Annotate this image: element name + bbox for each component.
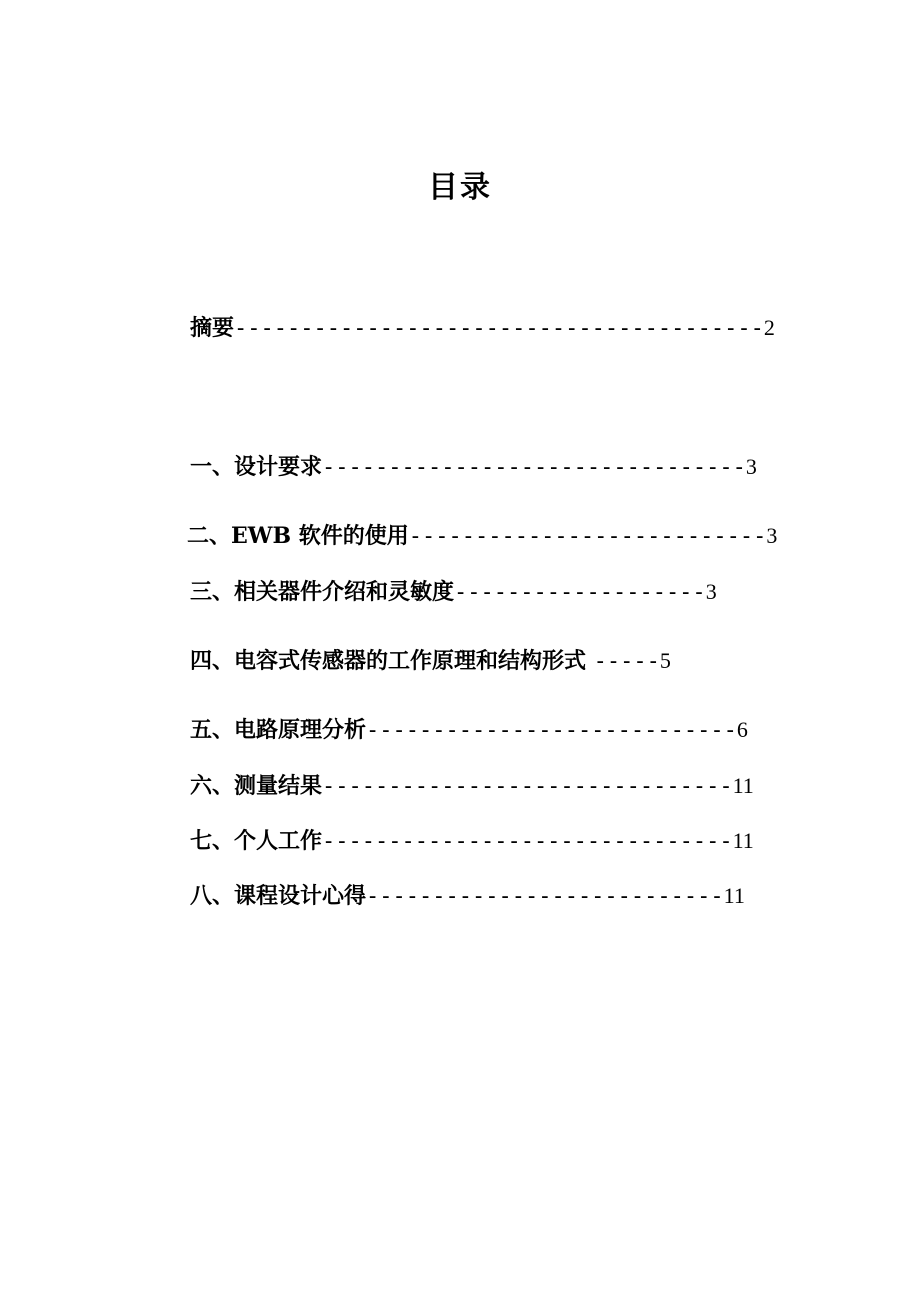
toc-entry-page: 6 xyxy=(736,717,748,742)
toc-entry-label: 摘要 xyxy=(190,315,235,341)
toc-entry-2 xyxy=(187,521,777,552)
toc-entry-leader: ---------------------------------------- xyxy=(234,316,764,341)
toc-entry-page: 11 xyxy=(723,883,745,908)
toc-entry-label: 八、课程设计心得 xyxy=(190,883,367,909)
toc-entry-label: 七、个人工作 xyxy=(190,828,323,854)
toc-entry-3 xyxy=(190,577,717,608)
toc-entry-7 xyxy=(190,826,754,857)
toc-entry-leader: --------------------------- xyxy=(408,524,767,549)
toc-entry-page: 11 xyxy=(732,773,754,798)
toc-entry-6 xyxy=(190,771,754,802)
toc-entry-abstract xyxy=(190,313,775,344)
toc-entry-leader: ------------------- xyxy=(454,580,706,605)
toc-entry-leader: ----- xyxy=(593,649,660,674)
toc-entry-leader: ---------------------------- xyxy=(366,718,737,743)
toc-entry-leader: ------------------------------- xyxy=(322,774,733,799)
toc-entry-label: 六、测量结果 xyxy=(190,773,323,799)
toc-entry-leader: -------------------------------- xyxy=(322,455,746,480)
toc-entry-label: 四、电容式传感器的工作原理和结构形式 xyxy=(190,648,594,674)
toc-entry-page: 3 xyxy=(745,454,757,479)
toc-entry-label: 一、设计要求 xyxy=(190,454,323,480)
toc-entry-page: 3 xyxy=(766,523,778,548)
toc-entry-label: 二、EWB 软件的使用 xyxy=(187,523,409,549)
toc-entry-1 xyxy=(190,452,757,483)
toc-entry-page: 3 xyxy=(705,579,717,604)
toc-entry-5 xyxy=(190,715,748,746)
toc-entry-page: 5 xyxy=(659,648,671,673)
toc-entry-4 xyxy=(190,646,671,677)
toc-entry-page: 2 xyxy=(763,315,775,340)
toc-entry-label: 五、电路原理分析 xyxy=(190,717,367,743)
toc-entry-8 xyxy=(190,881,745,912)
toc-entry-page: 11 xyxy=(732,828,754,853)
toc-entry-leader: --------------------------- xyxy=(366,884,724,909)
toc-entry-leader: ------------------------------- xyxy=(322,829,733,854)
toc-title: 目录 xyxy=(428,170,492,205)
toc-entry-label: 三、相关器件介绍和灵敏度 xyxy=(190,579,455,605)
